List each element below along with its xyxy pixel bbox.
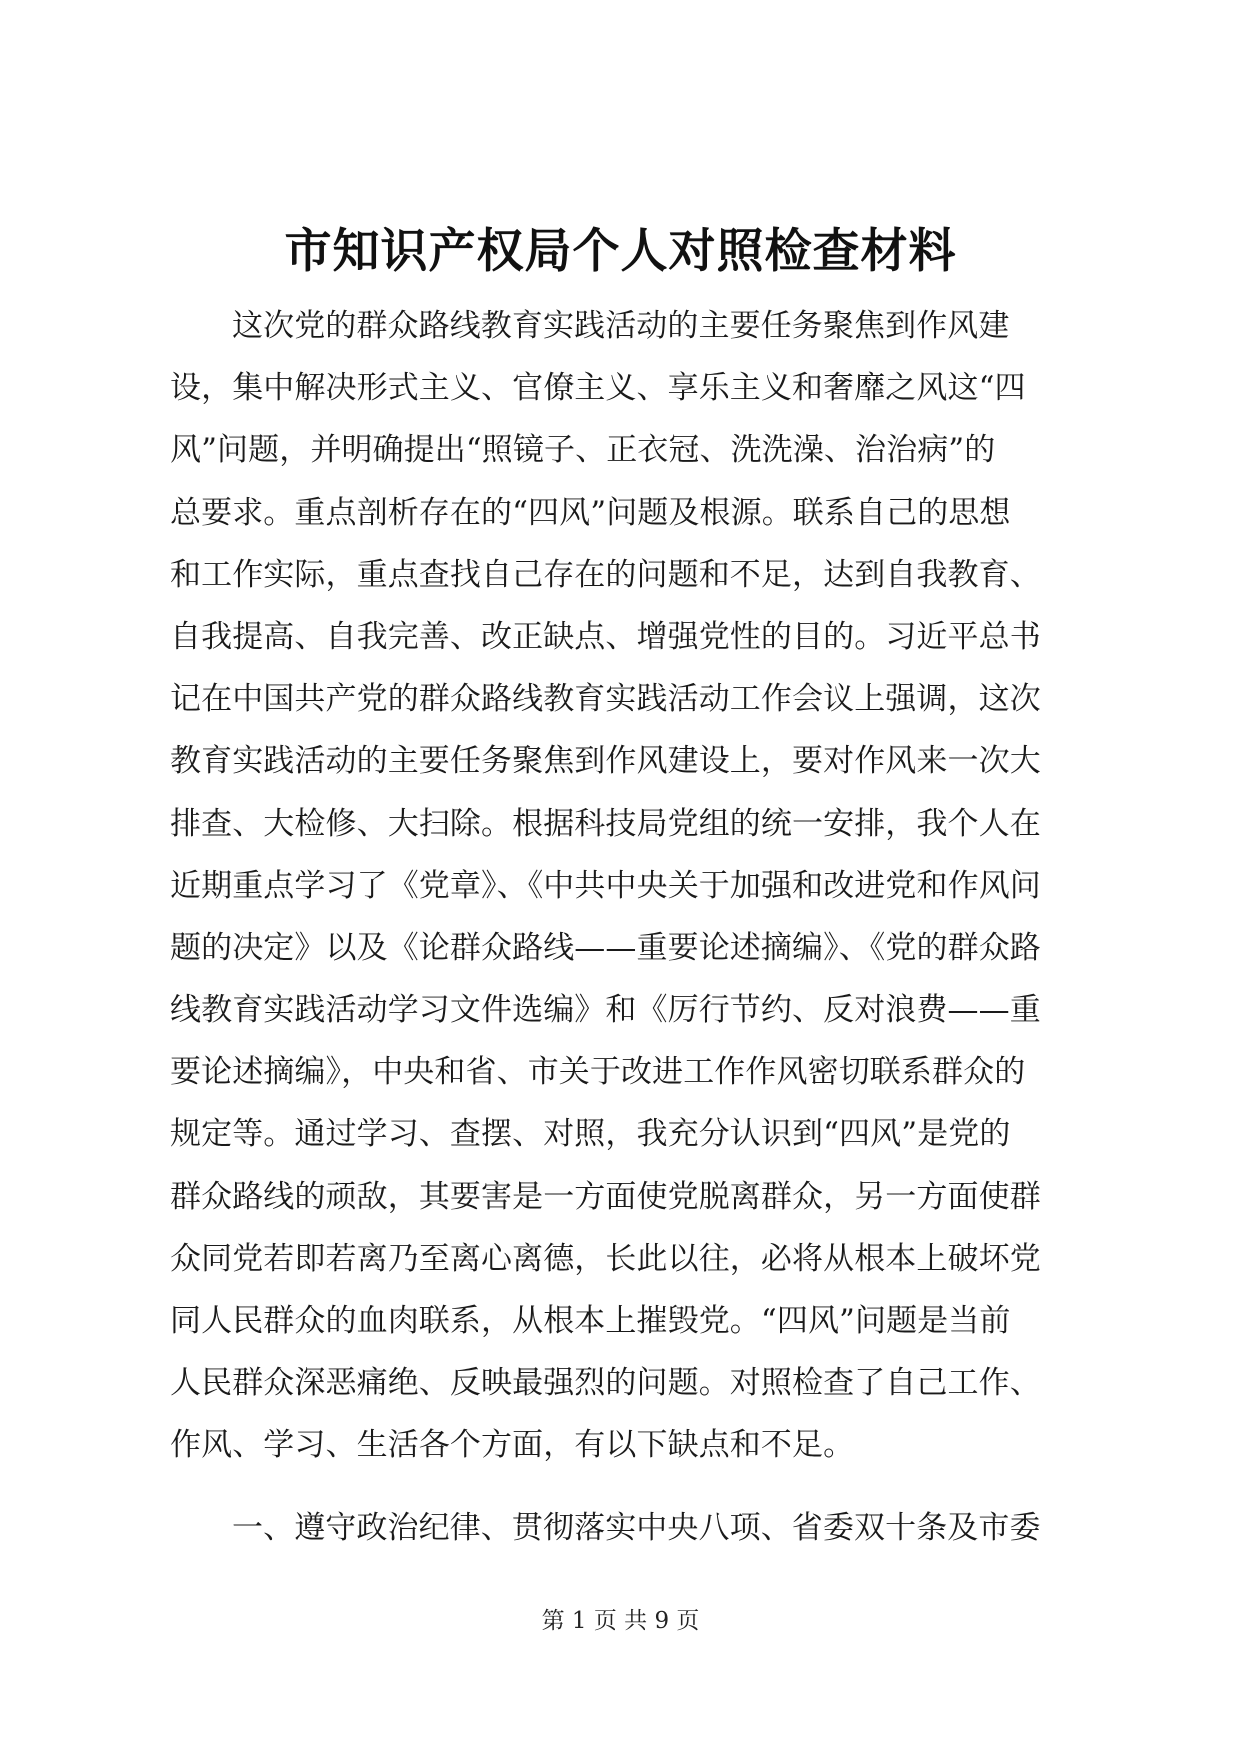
body-line: 和工作实际，重点查找自己存在的问题和不足，达到自我教育、 — [170, 556, 1041, 593]
body-line: 众同党若即若离乃至离心离德，长此以往，必将从根本上破坏党 — [170, 1240, 1041, 1277]
body-line: 教育实践活动的主要任务聚焦到作风建设上，要对作风来一次大 — [170, 743, 1041, 780]
document-title: 市知识产权局个人对照检查材料 — [284, 224, 957, 279]
body-line: 规定等。通过学习、查摆、对照，我充分认识到“四风”是党的 — [170, 1116, 1011, 1153]
body-line: 题的决定》以及《论群众路线——重要论述摘编》、《党的群众路 — [170, 929, 1041, 966]
body-line: 作风、学习、生活各个方面，有以下缺点和不足。 — [170, 1427, 855, 1464]
body-line: 风”问题，并明确提出“照镜子、正衣冠、洗洗澡、治治病”的 — [170, 432, 996, 469]
body-line: 设，集中解决形式主义、官僚主义、享乐主义和奢靡之风这“四 — [170, 370, 1026, 407]
body-line: 这次党的群众路线教育实践活动的主要任务聚焦到作风建 — [232, 308, 1010, 344]
body-text — [170, 295, 1090, 1559]
body-line: 要论述摘编》，中央和省、市关于改进工作作风密切联系群众的 — [170, 1054, 1026, 1091]
body-line: 排查、大检修、大扫除。根据科技局党组的统一安排，我个人在 — [170, 805, 1041, 842]
body-line: 近期重点学习了《党章》、《中共中央关于加强和改进党和作风问 — [170, 867, 1041, 904]
body-line: 记在中国共产党的群众路线教育实践活动工作会议上强调，这次 — [170, 681, 1041, 718]
body-line: 人民群众深恶痛绝、反映最强烈的问题。对照检查了自己工作、 — [170, 1365, 1041, 1402]
body-line: 自我提高、自我完善、改正缺点、增强党性的目的。习近平总书 — [170, 618, 1041, 655]
page-number: 第 1 页 共 9 页 — [541, 1608, 700, 1634]
body-line: 线教育实践活动学习文件选编》和《厉行节约、反对浪费——重 — [170, 992, 1041, 1029]
body-line: 群众路线的顽敌，其要害是一方面使党脱离群众，另一方面使群 — [170, 1178, 1041, 1215]
section-heading: 一、遵守政治纪律、贯彻落实中央八项、省委双十条及市委 — [232, 1509, 1041, 1546]
body-line: 同人民群众的血肉联系，从根本上摧毁党。“四风”问题是当前 — [170, 1303, 1011, 1339]
body-line: 总要求。重点剖析存在的“四风”问题及根源。联系自己的思想 — [170, 494, 1011, 531]
